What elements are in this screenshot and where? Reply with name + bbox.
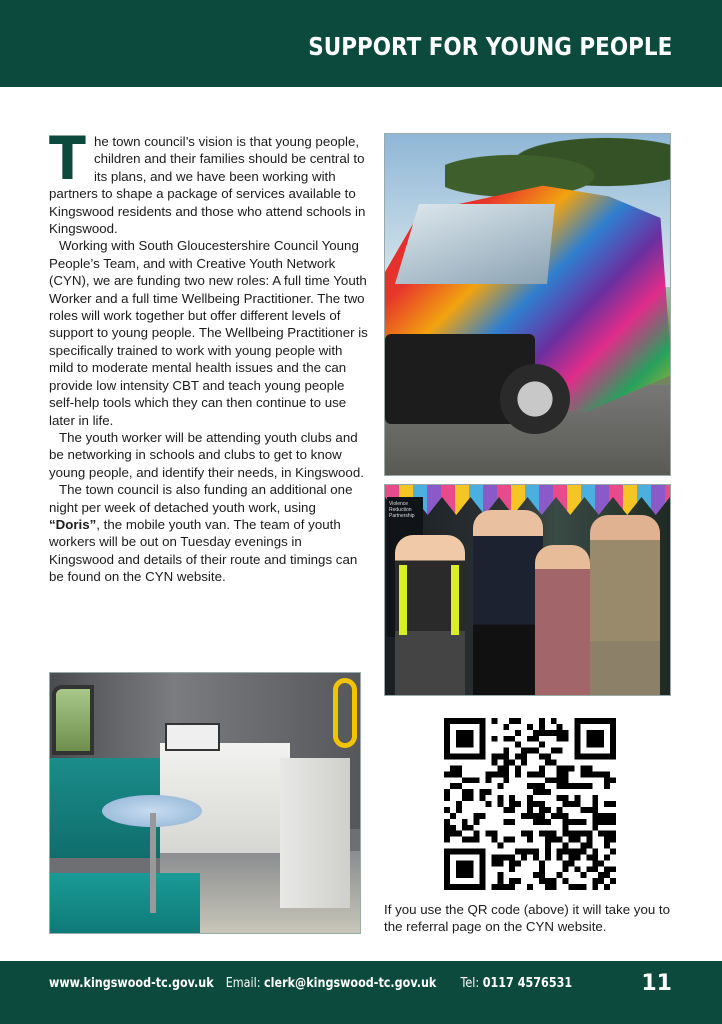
qr-code-graphic xyxy=(444,718,616,890)
page-header xyxy=(0,0,722,87)
teal-seat xyxy=(50,873,200,933)
van-interior-photo xyxy=(49,672,361,934)
drop-cap: T xyxy=(49,124,86,194)
person-4 xyxy=(590,515,660,695)
van-windshield xyxy=(395,204,555,284)
page-footer xyxy=(0,961,722,1024)
article-paragraph-2: Working with South Gloucestershire Council Young People’s Team, and with Creative Youth Network (CYN), we are funding two new roles: A full time Youth Worker and a full time Wellbeing Practitioner. The two roles will work together but offer different levels of support to young people. The Wellbeing Practitioner is specifically trained to work with young people with mild to moderate mental health issues and the can provide low intensity CBT and teach young people self-help tools which they can then continue to use later in life. xyxy=(49,238,368,428)
microwave xyxy=(165,723,220,751)
qr-caption: If you use the QR code (above) it will take you to the referral page on the CYN website. xyxy=(384,902,671,935)
article-paragraph-4 xyxy=(49,481,369,585)
footer-website-link[interactable]: www.kingswood-tc.gov.uk xyxy=(49,976,214,991)
paragraph-4-text-a: The town council is also funding an additional one night per week of detached youth work, using xyxy=(49,482,353,515)
yellow-grab-rail xyxy=(333,678,357,748)
qr-code[interactable] xyxy=(444,718,616,890)
article-paragraph-1 xyxy=(49,124,369,237)
article-paragraph-3: The youth worker will be attending youth clubs and be networking in schools and clubs to get to know young people, and identify their needs, in Kingswood. xyxy=(49,429,364,480)
paragraph-1-text: he town council’s vision is that young people, children and their families should be central to its plans, and we have been working with partners to shape a package of services available to Kingswood residents and those who attend schools in Kingswood. xyxy=(49,134,366,237)
van-wheel xyxy=(500,364,570,434)
footer-tel-label: Tel: xyxy=(460,976,480,991)
footer-tel: 0117 4576531 xyxy=(482,976,573,991)
paragraph-4-text-b: , the mobile youth van. The team of youth workers will be out on Tuesday evenings in Kingswood and details of their route and timings can be found on the CYN website. xyxy=(49,516,358,585)
banner-sign-text: Violence Reduction Partnership xyxy=(389,501,415,519)
footer-contact-line xyxy=(49,976,572,991)
table-leg xyxy=(150,813,156,913)
fridge xyxy=(280,758,350,908)
footer-email-link[interactable]: clerk@kingswood-tc.gov.uk xyxy=(264,976,437,991)
team-group-photo xyxy=(384,484,671,696)
footer-email-label: Email: xyxy=(225,976,261,991)
person-3 xyxy=(535,545,590,695)
interior-window xyxy=(52,685,94,755)
youth-van-photo xyxy=(384,133,671,476)
doris-name: “Doris” xyxy=(49,516,97,532)
person-2 xyxy=(473,510,543,695)
page-title: SUPPORT FOR YOUNG PEOPLE xyxy=(307,32,672,61)
page-number: 11 xyxy=(641,971,672,996)
article-body xyxy=(49,124,369,586)
hi-vis-vest xyxy=(399,565,459,635)
